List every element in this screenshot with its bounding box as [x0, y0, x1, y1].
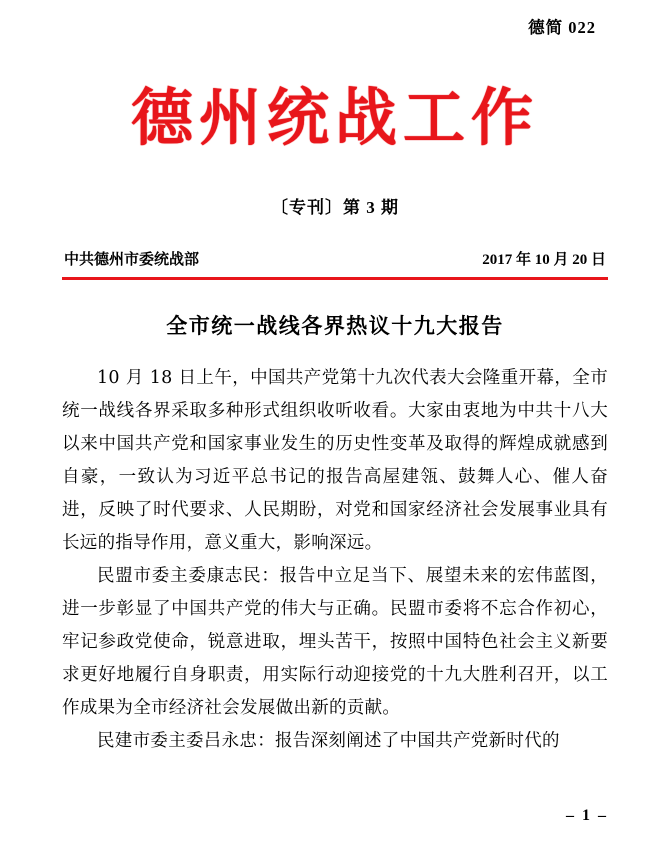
masthead-title: 德州统战工作: [130, 81, 539, 154]
masthead-meta-row: [62, 248, 608, 275]
article-body: [62, 362, 608, 758]
page-number: – 1 –: [566, 807, 608, 824]
red-divider-rule: [62, 277, 608, 280]
article-paragraph: 民盟市委主委康志民：报告中立足当下、展望未来的宏伟蓝图，进一步彰显了中国共产党的伟大与正确。民盟市委将不忘合作初心，牢记参政党使命，锐意进取，埋头苦干，按照中国特色社会主义新要求更好地履行自身职责，用实际行动迎接党的十九大胜利召开，以工作成果为全市经济社会发展做出新的贡献。: [62, 565, 608, 718]
issue-number: 德简 022: [528, 18, 596, 37]
article-paragraph: 民建市委主委吕永忠：报告深刻阐述了中国共产党新时代的: [97, 730, 560, 751]
issue-line: 〔专刊〕第 3 期: [271, 198, 399, 218]
publisher-name: 中共德州市委统战部: [64, 252, 200, 269]
article-title: 全市统一战线各界热议十九大报告: [166, 312, 504, 338]
article-paragraph: 10 月 18 日上午，中国共产党第十九次代表大会隆重开幕，全市统一战线各界采取多种形式组织收听收看。大家由衷地为中共十八大以来中国共产党和国家事业发生的历史性变革及取得的辉煌成就感到自豪，一致认为习近平总书记的报告高屋建瓴、鼓舞人心、催人奋进，反映了时代要求、人民期盼，对党和国家经济社会发展事业具有长远的指导作用，意义重大，影响深远。: [62, 367, 608, 553]
publish-date: 2017 年 10 月 20 日: [482, 252, 606, 269]
